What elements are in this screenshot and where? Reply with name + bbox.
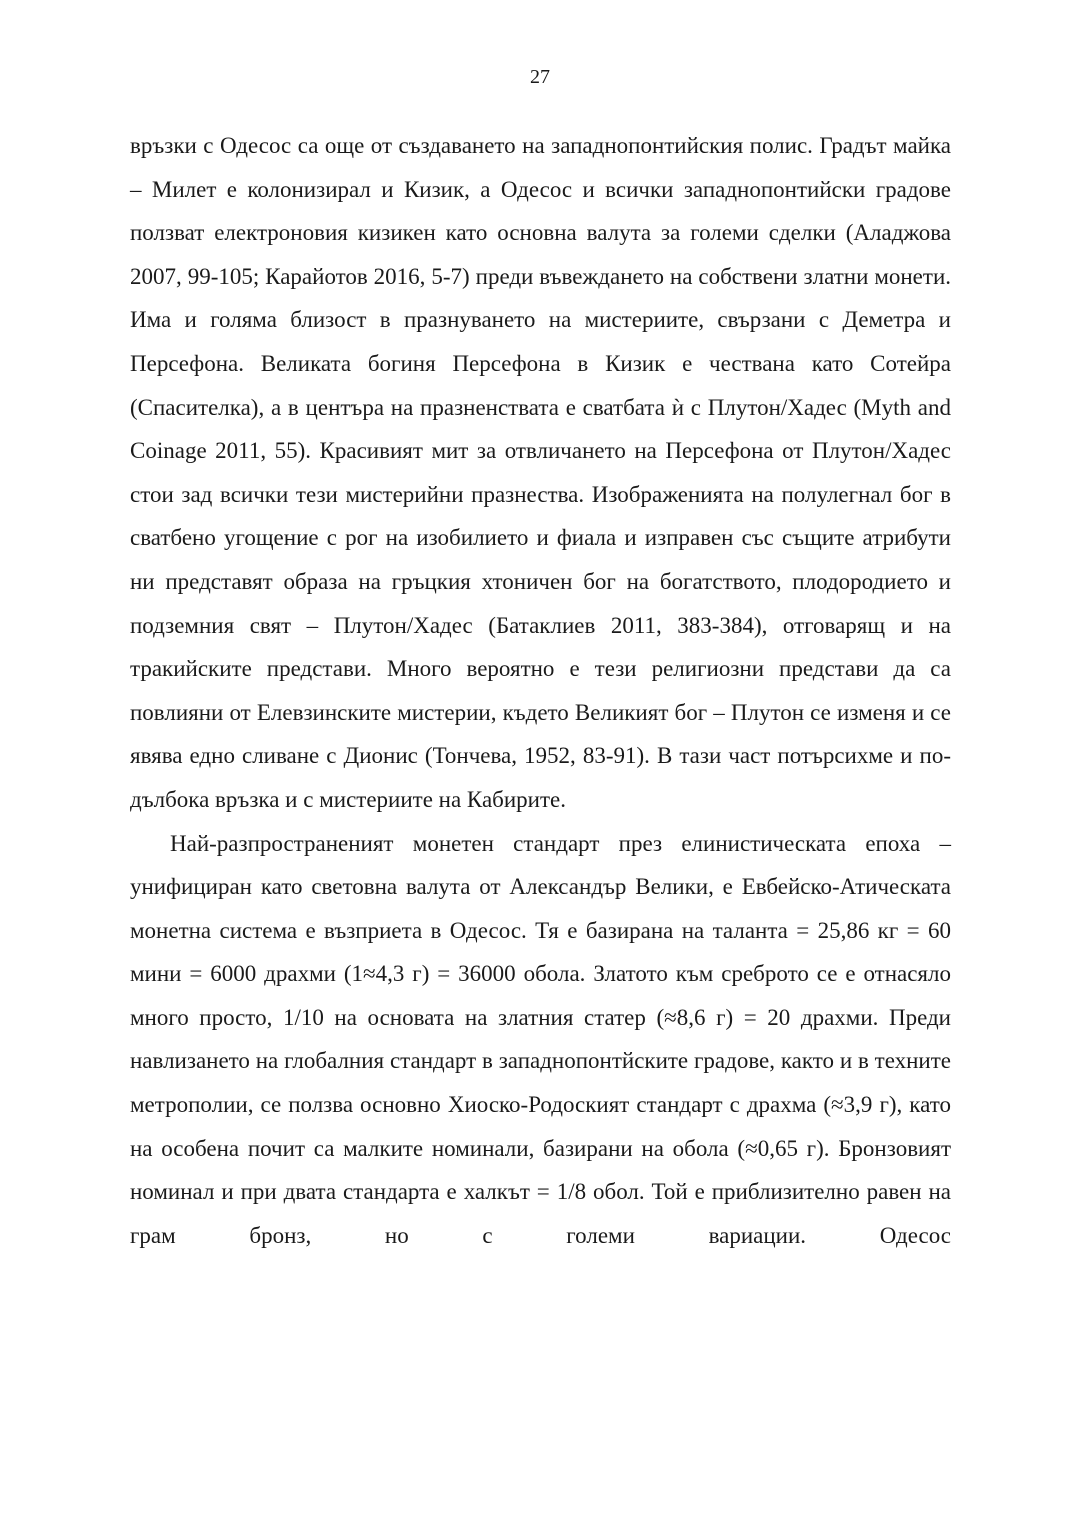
paragraph: Най-разпространеният монетен стандарт през елинистическата епоха – унифициран като световна валута от Александър Велики, е Евбейско-Атическата монетна система е възприета в Одесос. Тя е базирана на таланта = 25,86 кг = 60 мини = 6000 драхми (1≈4,3 г) = 36000 обола. Златото към среброто се е отнасяло много просто, 1/10 на основата на златния статер (≈8,6 г) = 20 драхми. Преди навлизането на глобалния стандарт в западнопонтйските градове, както и в техните метрополии, се ползва основно Хиоско-Родоският стандарт с драхма (≈3,9 г), като на особена почит са малките номинали, базирани на обола (≈0,65 г). Бронзовият номинал и при двата стандарта е халкът = 1/8 обол. Той е приблизително равен на грам бронз, но с големи вариации. Одесос bbox=[130, 830, 951, 1248]
paragraph: връзки с Одесос са още от създаването на западнопонтийския полис. Градът майка – Милет е колонизирал и Кизик, а Одесос и всички западнопонтийски градове ползват електроновия кизикен като основна валута за големи сделки (Аладжова 2007, 99-105; Карайотов 2016, 5-7) преди въвеждането на собствени златни монети. Има и голяма близост в празнуването на мистериите, свързани с Деметра и Персефона. Великата богиня Персефона в Кизик е чествана като Сотейра (Спасителка), а в центъра на празненствата е сватбата ѝ с Плутон/Хадес (Myth and Coinage 2011, 55). Красивият мит за отвличането на Персефона от Плутон/Хадес стои зад всички тези мистерийни празнества. Изображенията на полулегнал бог в сватбено угощение с рог на изобилието и фиала и изправен със същите атрибути ни представят образа на гръцкия хтоничен бог на богатството, плодородието и подземния свят – Плутон/Хадес (Батаклиев 2011, 383-384), отговарящ и на тракийските представи. Много вероятно е тези религиозни представи да са повлияни от Елевзинските мистерии, където Великият бог – Плутон се изменя и се явява едно сливане с Дионис (Тончева, 1952, 83-91). В тази част потърсихме и по-дълбока връзка и с мистериите на Кабирите. bbox=[130, 133, 951, 812]
page-number: 27 bbox=[530, 66, 550, 88]
body-text bbox=[130, 124, 951, 1257]
